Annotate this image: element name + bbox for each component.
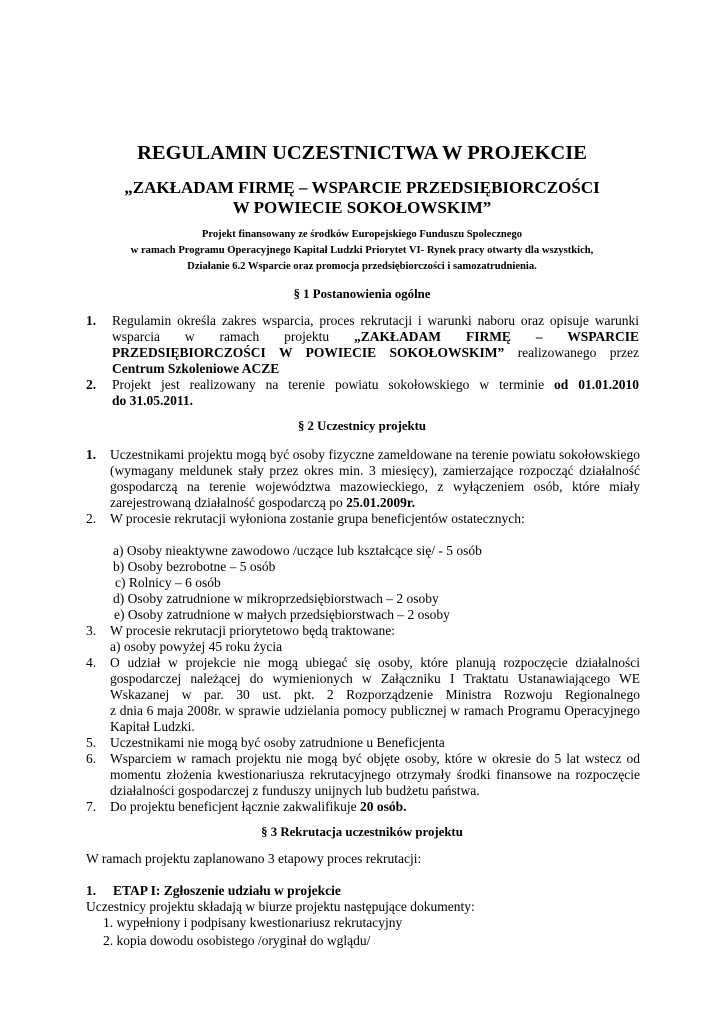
paragraph-line: W procesie rekrutacji wyłoniona zostanie grupa beneficjentów ostatecznych: — [110, 511, 525, 526]
funding-line: Projekt finansowany ze środków Europejskiego Funduszu Spolecznego — [201, 229, 523, 240]
paragraph-line: gospodarczą na terenie województwa mazowieckiego, z wyłączeniem osób, które miały — [110, 479, 640, 494]
paragraph-line: W procesie rekrutacji priorytetowo będą traktowane: — [110, 623, 396, 638]
list-number: 2. — [86, 511, 97, 526]
list-number: 5. — [86, 735, 97, 750]
paragraph-line: W ramach projektu zaplanowano 3 etapowy proces rekrutacji: — [86, 851, 422, 866]
priority-item: a) osoby powyżej 45 roku życia — [110, 639, 283, 654]
list-number: 6. — [86, 751, 97, 766]
funding-note — [0, 227, 724, 275]
list-number: 1. — [86, 447, 97, 462]
paragraph-line: Kapitał Ludzki. — [110, 719, 195, 734]
list-number: 2. — [86, 377, 97, 392]
group-item: a) Osoby nieaktywne zawodowo /uczące lub kształcące się/ - 5 osób — [113, 543, 482, 558]
text-run: Do projektu beneficjent łącznie zakwalifikuje — [110, 799, 357, 814]
group-item: b) Osoby bezrobotne – 5 osób — [113, 559, 276, 574]
subtitle-line: W POWIECIE SOKOŁOWSKIM” — [232, 198, 492, 217]
group-item: e) Osoby zatrudnione w małych przedsiębiorstwach – 2 osoby — [114, 607, 450, 622]
section-3-heading: § 3 Rekrutacja uczestników projektu — [261, 825, 463, 839]
text-run: Projekt jest realizowany na terenie powiatu sokołowskiego w terminie — [112, 377, 545, 392]
group-item: c) Rolnicy – 6 osób — [115, 575, 221, 590]
document-item: 1. wypełniony i podpisany kwestionariusz rekrutacyjny — [103, 915, 403, 930]
organizer-name: Centrum Szkoleniowe ACZE — [112, 361, 280, 376]
list-number: 1. — [86, 883, 97, 898]
project-name: „ZAKŁADAM FIRMĘ – WSPARCIE — [354, 329, 640, 344]
list-number: 4. — [86, 655, 97, 670]
date-range: do 31.05.2011. — [112, 393, 194, 408]
text-run: zarejestrowaną działalność gospodarczą po — [110, 495, 343, 510]
paragraph-line: gospodarczej należącej do wymienionych w Załączniku I Traktatu Ustanawiającego WE — [110, 671, 640, 686]
group-item: d) Osoby zatrudnione w mikroprzedsiębiorstwach – 2 osoby — [113, 591, 439, 606]
section-2-heading: § 2 Uczestnicy projektu — [297, 419, 427, 433]
project-name: PRZEDSIĘBIORCZOŚCI W POWIECIE SOKOŁOWSKIM” — [112, 345, 505, 360]
paragraph-line: działalności gospodarczej z funduszy unijnych lub budżetu państwa. — [110, 783, 480, 798]
document-item: 2. kopia dowodu osobistego /oryginał do wglądu/ — [103, 933, 371, 948]
paragraph-line: Uczestnikami nie mogą być osoby zatrudnione u Beneficjenta — [110, 735, 445, 750]
subtitle-line: „ZAKŁADAM FIRMĘ – WSPARCIE PRZEDSIĘBIORCZOŚCI — [124, 178, 600, 197]
paragraph-line — [112, 377, 639, 394]
paragraph-line: Uczestnicy projektu składają w biurze projektu następujące dokumenty: — [86, 899, 475, 914]
paragraph-line: Wsparciem w ramach projektu nie mogą być objęte osoby, które w okresie do 5 lat wstecz od — [110, 751, 640, 766]
text-run: wsparcia w ramach projektu — [112, 329, 330, 344]
paragraph-line: O udział w projekcie nie mogą ubiegać się osoby, które planują rozpoczęcie działalności — [110, 655, 640, 670]
paragraph-line: Uczestnikami projektu mogą być osoby fizyczne zameldowane na terenie powiatu sokołowskiego — [110, 447, 640, 462]
funding-line: Działanie 6.2 Wsparcie oraz promocja przedsiębiorczości i samozatrudnienia. — [187, 261, 537, 272]
paragraph-line — [112, 345, 639, 362]
funding-line: w ramach Programu Operacyjnego Kapitał Ludzki Priorytet VI- Rynek pracy otwarty dla wszystkich, — [130, 245, 594, 256]
paragraph-line — [110, 799, 407, 816]
paragraph-line: (wymagany meldunek stały przez okres min. 3 miesięcy), zamierzające rozpocząć działalność — [110, 463, 640, 478]
paragraph-line: Regulamin określa zakres wsparcia, proces rekrutacji i warunki naboru oraz opisuje warunki — [112, 313, 639, 328]
date-range: od 01.01.2010 — [554, 377, 639, 392]
list-number: 3. — [86, 623, 97, 638]
document-title: REGULAMIN UCZESTNICTWA W PROJEKCIE — [137, 142, 587, 164]
paragraph-line — [110, 495, 415, 512]
paragraph-line: momentu złożenia kwestionariusza rekrutacyjnego otrzymały środki finansowe na rozpoczęcie — [110, 767, 640, 782]
document-subtitle — [0, 178, 724, 218]
section-1-heading: § 1 Postanowienia ogólne — [293, 287, 431, 301]
stage-title: ETAP I: Zgłoszenie udziału w projekcie — [113, 883, 341, 898]
text-run: realizowanego przez — [517, 345, 640, 360]
date: 25.01.2009r. — [346, 495, 416, 510]
paragraph-line: Wskazanej w par. 30 ust. pkt. 2 Rozporządzenie Ministra Rozwoju Regionalnego — [110, 687, 640, 702]
list-number: 7. — [86, 799, 97, 814]
participant-count: 20 osób. — [360, 799, 407, 814]
paragraph-line: z dnia 6 maja 2008r. w sprawie udzielania pomocy publicznej w ramach Programu Operacyjnego — [110, 703, 640, 718]
paragraph-line — [112, 329, 639, 346]
list-number: 1. — [86, 313, 97, 328]
